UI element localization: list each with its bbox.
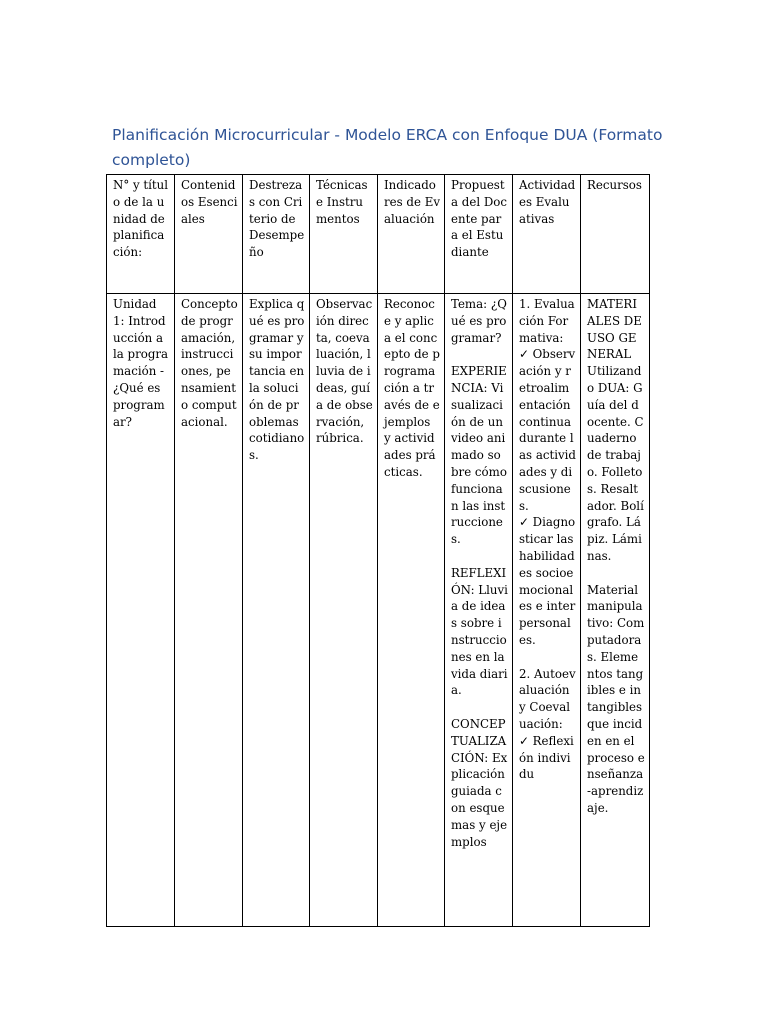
cell-contenidos: Concepto de programación, instrucciones, pensamiento computacional. (175, 294, 243, 927)
table-row (107, 294, 650, 927)
cell-destrezas: Explica qué es programar y su importancia en la solución de problemas cotidianos. (243, 294, 310, 927)
header-cell-indicadores: Indicadores de Evaluación (378, 175, 445, 294)
cell-unidad: Unidad 1: Introducción a la programación - ¿Qué es programar? (107, 294, 175, 927)
header-cell-propuesta: Propuesta del Docente para el Estudiante (445, 175, 513, 294)
header-cell-actividades: Actividades Evaluativas (513, 175, 581, 294)
planning-table (106, 174, 650, 927)
header-cell-recursos: Recursos (581, 175, 650, 294)
cell-propuesta: Tema: ¿Qué es programar? EXPERIENCIA: Visualización de un video animado sobre cómo funcionan las instrucciones. REFLEXIÓN: Lluvia de ideas sobre instrucciones en la vida diaria. CONCEPTUALIZACIÓN: Explicación guiada con esquemas y ejemplos (445, 294, 513, 927)
header-cell-unidad: N° y título de la unidad de planificación: (107, 175, 175, 294)
cell-recursos: MATERIALES DE USO GENERAL Utilizando DUA: Guía del docente. Cuaderno de trabajo. Folletos. Resaltador. Bolígrafo. Lápiz. Láminas. Material manipulativo: Computadoras. Elementos tangibles e intangibles que inciden en el proceso enseñanza-aprendizaje. (581, 294, 650, 927)
header-cell-destrezas: Destrezas con Criterio de Desempeño (243, 175, 310, 294)
cell-tecnicas: Observación directa, coevaluación, lluvia de ideas, guía de observación, rúbrica. (310, 294, 378, 927)
cell-indicadores: Reconoce y aplica el concepto de programación a través de ejemplos y actividades prácticas. (378, 294, 445, 927)
cell-actividades: 1. Evaluación Formativa: ✓ Observación y retroalimentación continua durante las actividades y discusiones. ✓ Diagnosticar las habilidades socioemocionales e interpersonales. 2. Autoevaluación y Coevaluación: ✓ Reflexión individu (513, 294, 581, 927)
table-header-row (107, 175, 650, 294)
header-cell-contenidos: Contenidos Esenciales (175, 175, 243, 294)
document-title: Planificación Microcurricular - Modelo ERCA con Enfoque DUA (Formato completo) (112, 126, 663, 169)
header-cell-tecnicas: Técnicas e Instrumentos (310, 175, 378, 294)
